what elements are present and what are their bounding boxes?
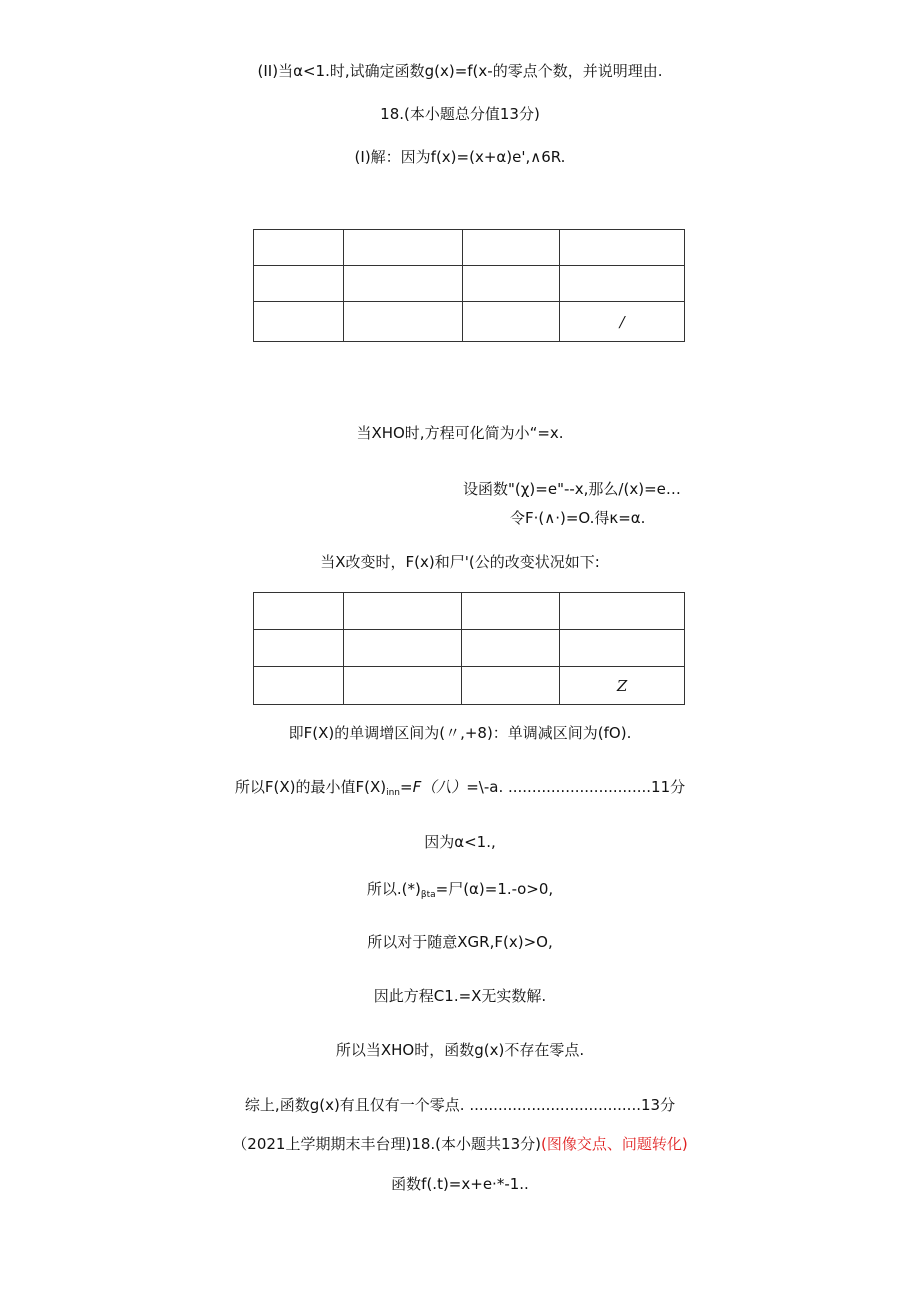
for-all-line: 所以对于随意XGR,F(x)>O, (367, 933, 553, 951)
source-line (0, 1134, 920, 1154)
monotonic-interval-line: 即F(X)的单调增区间为(〃,+8)：单调减区间为(fO). (288, 724, 632, 742)
no-zero-line: 所以当XHO时，函数g(x)不存在零点. (335, 1041, 585, 1059)
derivative-zero-line: 令F·(∧·)=O.得κ=α. (510, 509, 646, 527)
because-line: 因为α<1., (424, 833, 496, 851)
source-label: （2021上学期期末丰台理)18.(本小题共13分) (232, 1135, 541, 1153)
no-real-root-line: 因此方程C1.=X无实数解. (373, 987, 547, 1005)
table-intro-line: 当X改变时，F(x)和尸'(公的改变状况如下: (320, 553, 600, 571)
conclusion-line: 综上,函数g(x)有且仅有一个零点. ....................................13分 (244, 1096, 676, 1114)
problem-header: 18.(本小题总分值13分) (380, 105, 540, 123)
therefore-line: 所以$.(*)_{\beta ta}=$尸(α)=1.-o>0, (366, 880, 554, 900)
trend-mark: Z (616, 676, 628, 695)
define-function-line: 设函数"(χ)=e"--x,那么/(x)=e… (463, 480, 681, 498)
variation-table-2 (253, 592, 685, 705)
simplify-line: 当XHO时,方程可化简为小“=x. (356, 424, 564, 442)
trend-mark: / (619, 312, 625, 331)
variation-table-1 (253, 229, 685, 342)
function-definition-line: 函数f(.t)=x+e·*-1.. (391, 1175, 529, 1193)
question-2-text: (II)当α<1.时,试确定函数g(x)=f(x-的零点个数，并说明理由. (257, 62, 663, 80)
solution-intro: (I)解：因为f(x)=(x+α)e',∧6R. (354, 148, 566, 166)
topic-tag: (图像交点、问题转化) (540, 1135, 688, 1153)
minimum-value-line: 所以F(X)的最小值$F(X)_{inn}=F$（八）=\-a. ..............................11分 (234, 778, 686, 798)
